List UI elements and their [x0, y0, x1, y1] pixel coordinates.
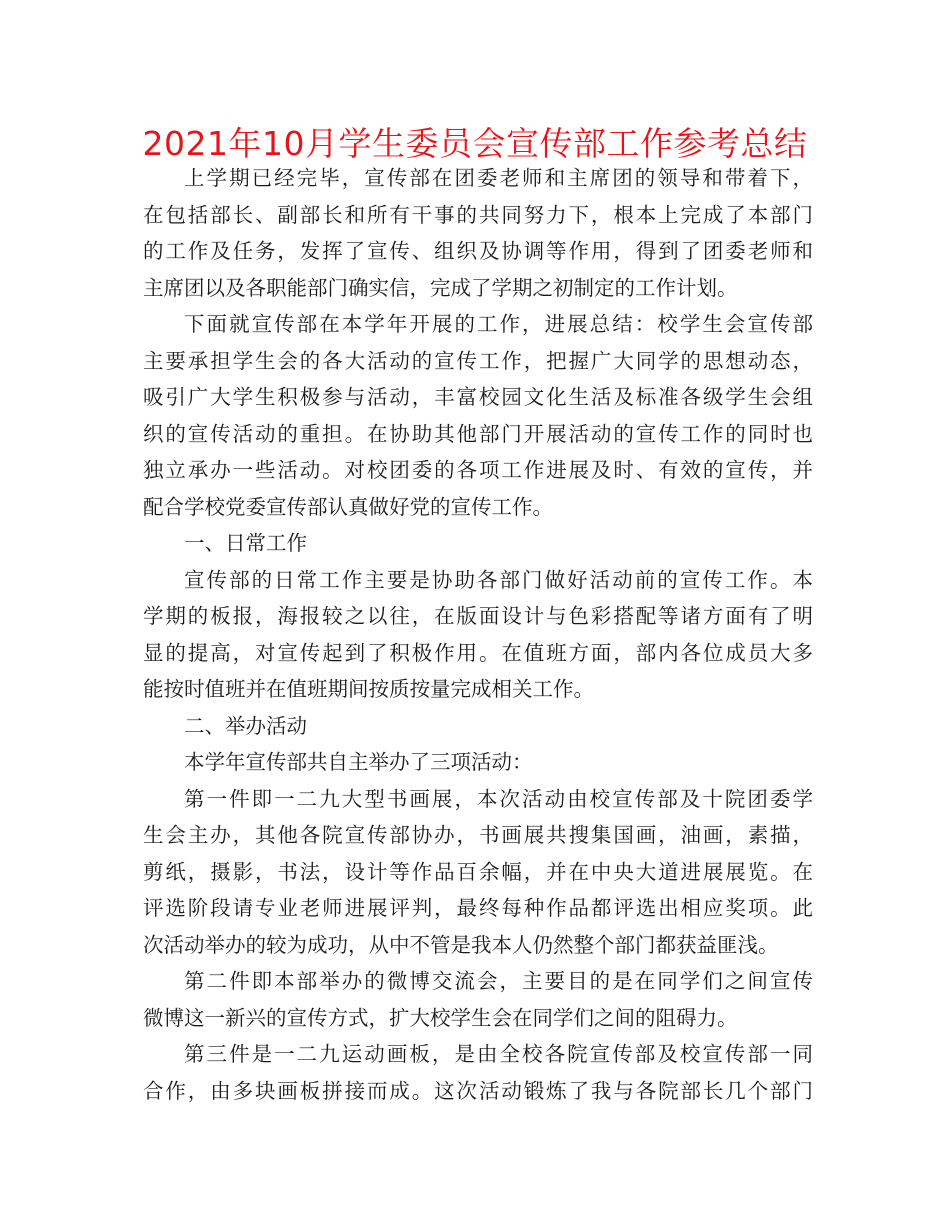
- text-line: 主席团以及各职能部门确实信，完成了学期之初制定的工作计划。: [143, 275, 738, 300]
- text-line: 的工作及任务，发挥了宣传、组织及协调等作用，得到了团委老师和: [143, 239, 813, 263]
- text-line: 评选阶段请专业老师进展评判，最终每种作品都评选出相应奖项。此: [143, 896, 813, 920]
- document-title: 2021年10月学生委员会宣传部工作参考总结: [142, 124, 808, 163]
- text-line: 吸引广大学生积极参与活动，丰富校园文化生活及标准各级学生会组: [143, 385, 813, 409]
- text-line: 上学期已经完毕，宣传部在团委老师和主席团的领导和带着下，: [184, 166, 813, 190]
- text-line: 织的宣传活动的重担。在协助其他部门开展活动的宣传工作的同时也: [143, 421, 813, 446]
- text-line: 合作，由多块画板拼接而成。这次活动锻炼了我与各院部长几个部门: [143, 1078, 813, 1103]
- text-line: 宣传部的日常工作主要是协助各部门做好活动前的宣传工作。本: [184, 567, 813, 592]
- text-line: 一、日常工作: [184, 531, 307, 555]
- text-line: 学期的板报，海报较之以往，在版面设计与色彩搭配等诸方面有了明: [143, 604, 813, 628]
- text-line: 次活动举办的较为成功，从中不管是我本人仍然整个部门都获益匪浅。: [143, 932, 779, 957]
- text-line: 显的提高，对宣传起到了积极作用。在值班方面，部内各位成员大多: [143, 640, 813, 665]
- text-line: 生会主办，其他各院宣传部协办，书画展共搜集国画，油画，素描，: [143, 823, 813, 847]
- text-line: 第二件即本部举办的微博交流会，主要目的是在同学们之间宣传: [184, 969, 813, 993]
- text-line: 第三件是一二九运动画板，是由全校各院宣传部及校宣传部一同: [184, 1042, 813, 1066]
- text-line: 配合学校党委宣传部认真做好党的宣传工作。: [143, 494, 553, 519]
- document-body: [143, 160, 813, 1109]
- text-line: 本学年宣传部共自主举办了三项活动：: [184, 750, 533, 774]
- text-line: 在包括部长、副部长和所有干事的共同努力下，根本上完成了本部门: [143, 202, 813, 227]
- text-line: 剪纸，摄影，书法，设计等作品百余幅，并在中央大道进展展览。在: [143, 859, 813, 884]
- text-line: 独立承办一些活动。对校团委的各项工作进展及时、有效的宣传，并: [143, 458, 813, 482]
- text-line: 二、举办活动: [184, 713, 307, 738]
- text-line: 微博这一新兴的宣传方式，扩大校学生会在同学们之间的阻碍力。: [143, 1005, 738, 1030]
- text-line: 能按时值班并在值班期间按质按量完成相关工作。: [143, 677, 594, 701]
- text-line: 主要承担学生会的各大活动的宣传工作，把握广大同学的思想动态，: [143, 348, 813, 373]
- text-line: 第一件即一二九大型书画展，本次活动由校宣传部及十院团委学: [184, 786, 813, 811]
- text-line: 下面就宣传部在本学年开展的工作，进展总结：校学生会宣传部: [184, 312, 813, 336]
